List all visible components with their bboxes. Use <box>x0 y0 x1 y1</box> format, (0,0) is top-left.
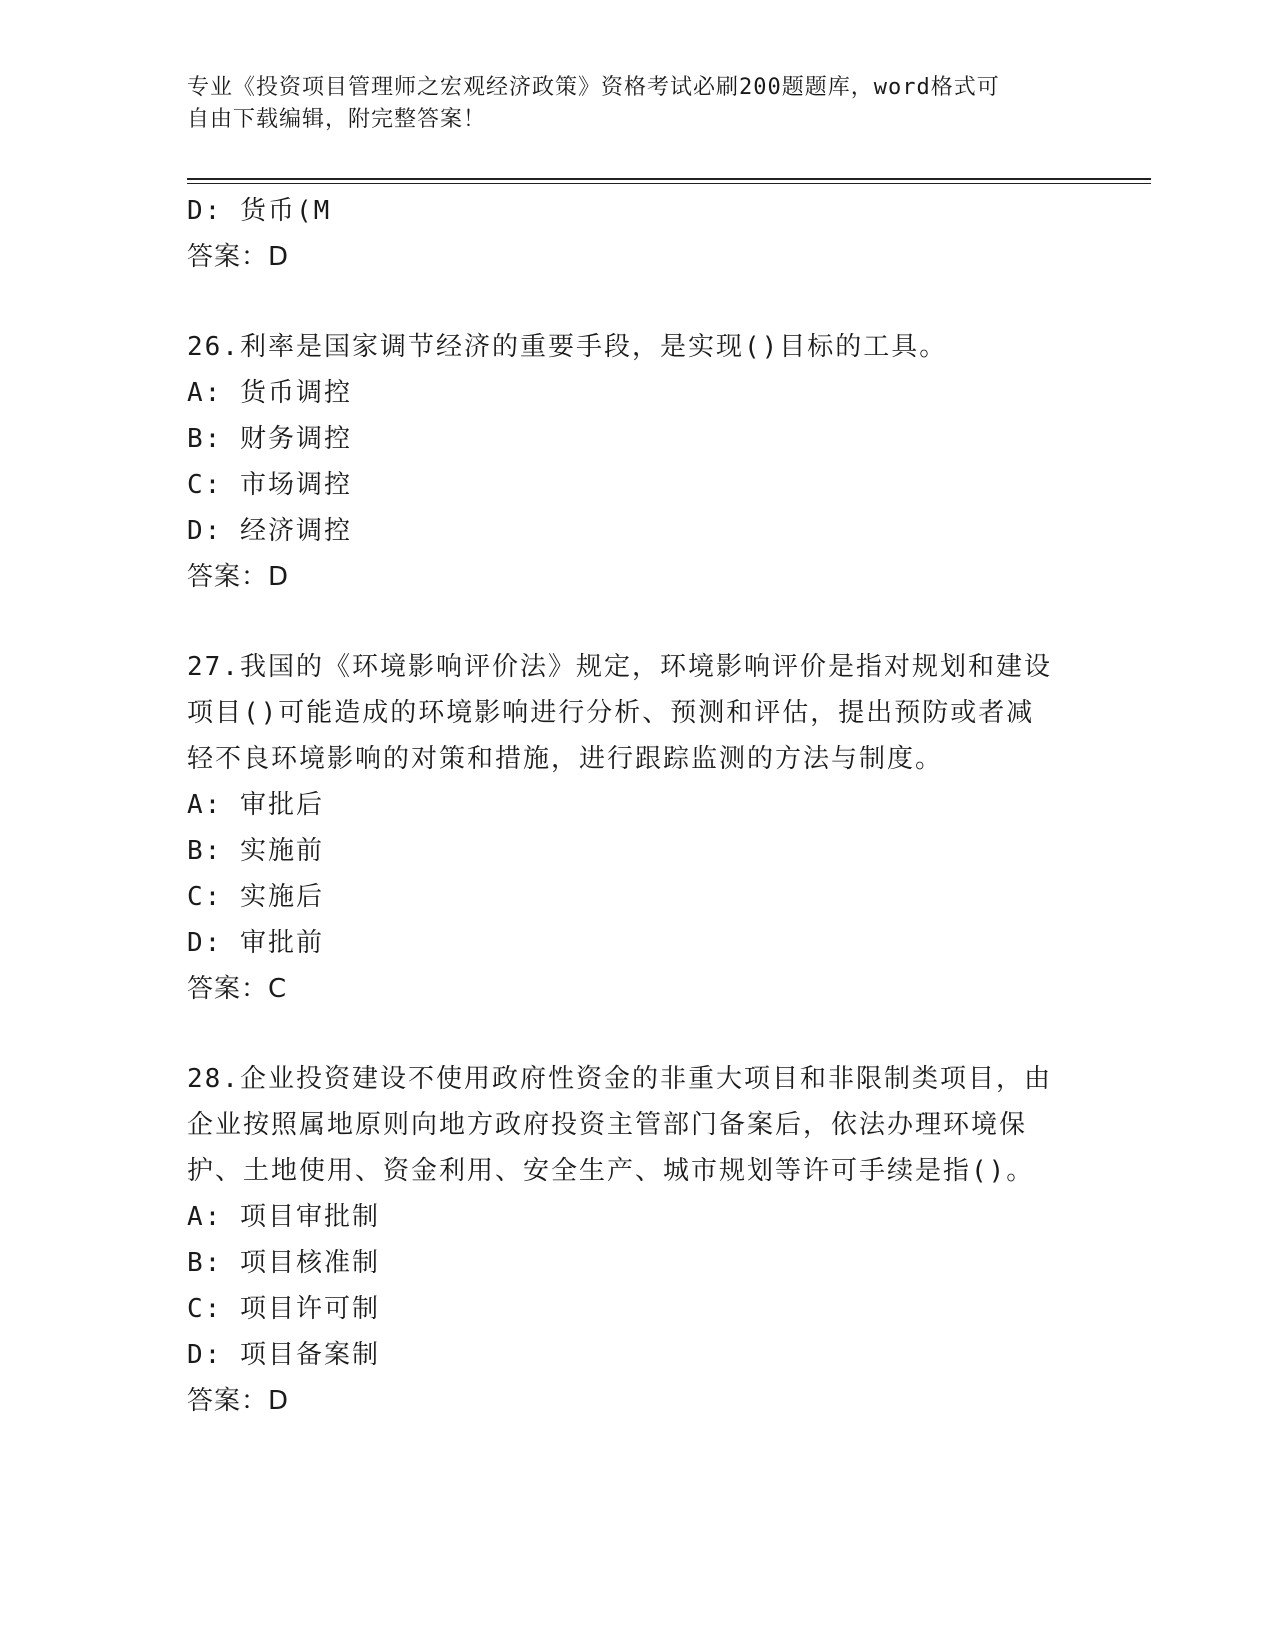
option-b: B: 财务调控 <box>187 424 352 454</box>
header-rule-thin <box>187 183 1151 184</box>
spacer <box>187 280 1087 324</box>
option-d: D: 审批前 <box>187 928 324 958</box>
header-rule-thick <box>187 178 1151 180</box>
carryover-option: D: 货币(M <box>187 196 332 226</box>
option-b: B: 项目核准制 <box>187 1248 380 1278</box>
question-content <box>187 188 1087 1424</box>
header-line-1: 专业《投资项目管理师之宏观经济政策》资格考试必刷200题题库，word格式可 <box>187 75 1000 100</box>
option-c: C: 项目许可制 <box>187 1294 380 1324</box>
header-line-2: 自由下载编辑，附完整答案！ <box>187 107 487 132</box>
question-text-line: 轻不良环境影响的对策和措施，进行跟踪监测的方法与制度。 <box>187 744 944 774</box>
question-text-line: 项目()可能造成的环境影响进行分析、预测和评估，提出预防或者减 <box>187 698 1035 728</box>
question-27 <box>187 644 1087 1012</box>
option-a: A: 货币调控 <box>187 378 352 408</box>
page-header <box>187 72 1067 136</box>
option-d: D: 项目备案制 <box>187 1340 380 1370</box>
carryover-answer: 答案：D <box>187 242 290 272</box>
spacer <box>187 1012 1087 1056</box>
question-text-line: 28.企业投资建设不使用政府性资金的非重大项目和非限制类项目，由 <box>187 1064 1052 1094</box>
question-text-line: 26.利率是国家调节经济的重要手段，是实现()目标的工具。 <box>187 332 948 362</box>
option-c: C: 实施后 <box>187 882 324 912</box>
option-b: B: 实施前 <box>187 836 324 866</box>
spacer <box>187 600 1087 644</box>
option-c: C: 市场调控 <box>187 470 352 500</box>
option-d: D: 经济调控 <box>187 516 352 546</box>
question-text-line: 护、土地使用、资金利用、安全生产、城市规划等许可手续是指()。 <box>187 1156 1035 1186</box>
option-a: A: 审批后 <box>187 790 324 820</box>
answer: 答案：C <box>187 974 288 1004</box>
answer: 答案：D <box>187 562 290 592</box>
question-text-line: 企业按照属地原则向地方政府投资主管部门备案后，依法办理环境保 <box>187 1110 1028 1140</box>
option-a: A: 项目审批制 <box>187 1202 380 1232</box>
question-26 <box>187 324 1087 600</box>
question-28 <box>187 1056 1087 1424</box>
answer: 答案：D <box>187 1386 290 1416</box>
question-text-line: 27.我国的《环境影响评价法》规定，环境影响评价是指对规划和建设 <box>187 652 1052 682</box>
